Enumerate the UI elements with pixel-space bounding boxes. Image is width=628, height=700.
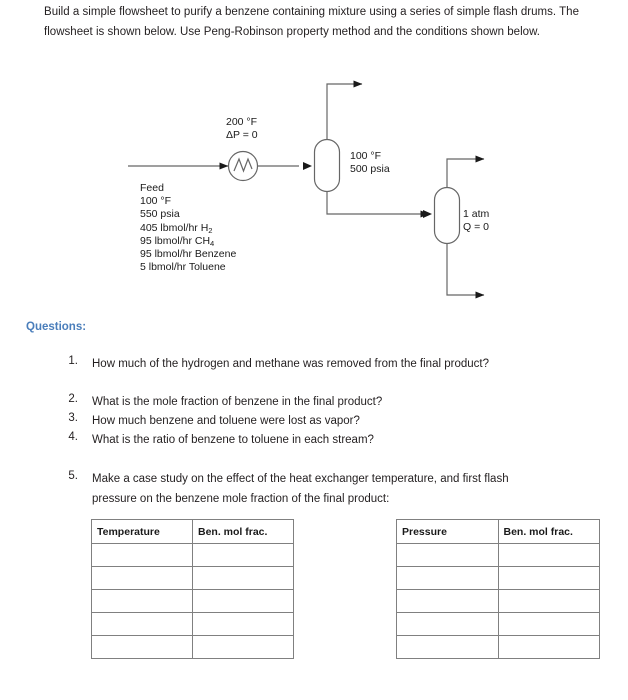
cell-temperature[interactable]	[92, 590, 193, 613]
drum2-duty: Q = 0	[463, 221, 489, 234]
heater-icon-body	[229, 152, 258, 181]
feed-annotation	[140, 182, 236, 274]
column-header-pressure: Pressure	[397, 520, 499, 544]
cell-ben-mol-frac[interactable]	[193, 544, 294, 567]
question-5-number: 5.	[68, 470, 78, 482]
temperature-case-study-table	[91, 519, 294, 659]
cell-pressure[interactable]	[397, 613, 499, 636]
cell-ben-mol-frac[interactable]	[498, 590, 600, 613]
cell-ben-mol-frac[interactable]	[193, 590, 294, 613]
cell-pressure[interactable]	[397, 544, 499, 567]
table-header-row	[397, 520, 600, 544]
feed-component-benzene: 95 lbmol/hr Benzene	[140, 248, 237, 261]
table-row	[397, 567, 600, 590]
table-header-row	[92, 520, 294, 544]
flash-drum-2-annotation	[463, 208, 489, 234]
cell-ben-mol-frac[interactable]	[498, 636, 600, 659]
hx-pressure-drop: ΔP = 0	[226, 129, 258, 142]
table-row	[92, 613, 294, 636]
feed-component-toluene: 5 lbmol/hr Toluene	[140, 261, 226, 274]
question-3-number: 3.	[68, 412, 78, 424]
cell-ben-mol-frac[interactable]	[498, 567, 600, 590]
table-row	[397, 590, 600, 613]
question-2-text: What is the mole fraction of benzene in the final product?	[92, 396, 383, 408]
cell-ben-mol-frac[interactable]	[498, 613, 600, 636]
feed-component-h2: 405 lbmol/hr $H_2$	[140, 221, 213, 235]
question-4-number: 4.	[68, 431, 78, 443]
cell-temperature[interactable]	[92, 567, 193, 590]
flowsheet-svg	[0, 72, 628, 317]
question-4-text: What is the ratio of benzene to toluene in each stream?	[92, 434, 374, 446]
feed-temperature: 100 °F	[140, 195, 172, 208]
table-row	[397, 636, 600, 659]
questions-heading: Questions:	[26, 321, 87, 333]
heat-exchanger-annotation	[226, 116, 258, 142]
question-5-text: Make a case study on the effect of the heat exchanger temperature, and first flash pressure on the benzene mole fraction of the final product:	[92, 473, 509, 505]
table-row	[92, 590, 294, 613]
hx-temperature: 200 °F	[226, 116, 258, 128]
table-row	[92, 636, 294, 659]
question-3-text: How much benzene and toluene were lost as vapor?	[92, 415, 360, 427]
flash-drum-2-body	[435, 188, 460, 244]
column-header-ben-mol-frac: Ben. mol frac.	[193, 520, 294, 544]
cell-ben-mol-frac[interactable]	[193, 567, 294, 590]
flowsheet-diagram	[0, 72, 628, 317]
table-row	[92, 567, 294, 590]
table-row	[397, 613, 600, 636]
cell-temperature[interactable]	[92, 636, 193, 659]
question-1-number: 1.	[68, 355, 78, 367]
feed-title: Feed	[140, 182, 164, 194]
cell-pressure[interactable]	[397, 567, 499, 590]
stream-drum1-liquid	[327, 192, 429, 215]
drum1-inlet-arrow-icon	[303, 162, 312, 170]
question-2-number: 2.	[68, 393, 78, 405]
cell-ben-mol-frac[interactable]	[193, 613, 294, 636]
stream-drum1-vapor	[327, 84, 362, 140]
cell-temperature[interactable]	[92, 613, 193, 636]
drum1-pressure: 500 psia	[350, 163, 390, 176]
pressure-case-study-table	[396, 519, 600, 659]
drum2-pressure: 1 atm	[463, 208, 490, 220]
table-row	[92, 544, 294, 567]
cell-ben-mol-frac[interactable]	[193, 636, 294, 659]
stream-drum2-vapor	[447, 159, 484, 188]
table-row	[397, 544, 600, 567]
feed-pressure: 550 psia	[140, 208, 180, 221]
feed-component-ch4: 95 lbmol/hr $CH_4$	[140, 234, 215, 248]
cell-temperature[interactable]	[92, 544, 193, 567]
cell-pressure[interactable]	[397, 636, 499, 659]
flash-drum-1-body	[315, 140, 340, 192]
intro-paragraph: Build a simple flowsheet to purify a benzene containing mixture using a series of simple flash drums. The flowsheet is shown below. Use Peng-Robinson property method and the conditions shown below.	[44, 6, 579, 38]
column-header-temperature: Temperature	[92, 520, 193, 544]
cell-ben-mol-frac[interactable]	[498, 544, 600, 567]
drum1-temperature: 100 °F	[350, 150, 382, 162]
flash-drum-1-annotation	[350, 150, 390, 176]
drum2-inlet-arrow-icon	[423, 210, 432, 218]
column-header-ben-mol-frac: Ben. mol frac.	[498, 520, 600, 544]
cell-pressure[interactable]	[397, 590, 499, 613]
heater-icon-zigzag	[234, 159, 252, 171]
stream-drum2-product	[447, 244, 484, 296]
question-1-text: How much of the hydrogen and methane was removed from the final product?	[92, 358, 489, 370]
